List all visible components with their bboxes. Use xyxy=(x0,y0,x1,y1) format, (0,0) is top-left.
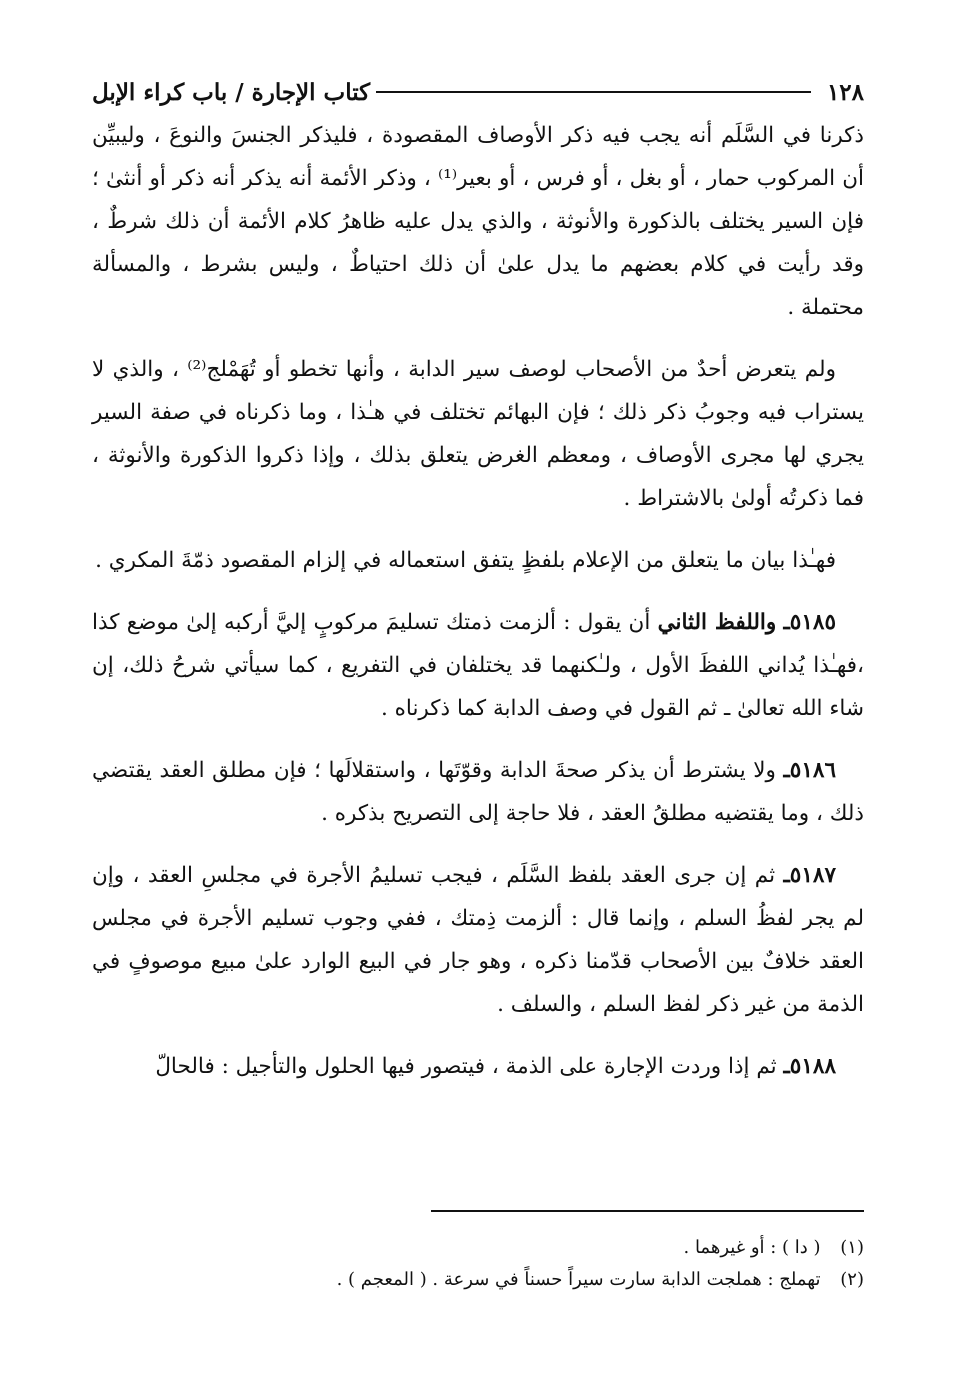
numbered-paragraph xyxy=(92,601,864,730)
numbered-paragraph xyxy=(92,1045,864,1088)
paragraph-text: ولا يشترط أن يذكر صحةَ الدابة وقوّتَها ، واستقلالَها ؛ فإن مطلق العقد يقتضي ذلك ، وما يقتضيه مطلقُ العقد ، فلا حاجة إلى التصريح بذكره . xyxy=(92,758,864,826)
header-rule xyxy=(376,91,811,93)
paragraph-number: ٥١٨٨ـ xyxy=(783,1054,836,1079)
numbered-paragraph xyxy=(92,749,864,835)
page-number: ١٢٨ xyxy=(826,78,864,106)
paragraph-text: فهـٰذا بيان ما يتعلق من الإعلام بلفظٍ يتفق استعماله في إلزام المقصود ذمّةَ المكري . xyxy=(95,548,836,573)
paragraph-text: ثم إن جرى العقد بلفظ السَّلَم ، فيجب تسليمُ الأجرة في مجلسِ العقد ، وإن لم يجر لفظُ السلم ، وإنما قال : ألزمت ذِمتك ، ففي وجوب تسليم الأجرة في مجلس العقد خلافٌ بين الأصحاب قدّمنا ذكره ، وهو جار في البيع الوارد علىٰ مبيع موصوفٍ في الذمة من غير ذكر لفظ السلم ، والسلف . xyxy=(92,863,864,1017)
paragraph-number: ٥١٨٥ـ xyxy=(783,610,836,635)
footnote xyxy=(92,1232,864,1264)
paragraph-text: ثم إذا وردت الإجارة على الذمة ، فيتصور فيها الحلول والتأجيل : فالحالّ xyxy=(155,1054,777,1079)
footnote xyxy=(92,1264,864,1296)
running-header xyxy=(92,70,864,114)
paragraph-text: ذكرنا في السَّلَم أنه يجب فيه ذكر الأوصاف المقصودة ، فليذكر الجنسَ والنوعَ ، وليبيِّن أن المركوب حمار ، أو بغل ، أو فرس ، أو بعير⁽¹⁾ ، وذكر الأئمة أنه يذكر أنه ذكر أو أنثىٰ ؛ فإن السير يختلف بالذكورة والأنوثة ، والذي يدل عليه ظاهرُ كلام الأئمة أن ذلك شرطٌ ، وقد رأيت في كلام بعضهم ما يدل علىٰ أن ذلك احتياطٌ ، وليس بشرط ، والمسألة محتملة . xyxy=(92,123,865,320)
paragraph xyxy=(92,114,864,329)
running-title: كتاب الإجارة / باب كراء الإبل xyxy=(92,78,371,106)
paragraph xyxy=(92,348,864,520)
page-body xyxy=(92,70,864,1107)
numbered-paragraph xyxy=(92,854,864,1026)
footnote-text: تهملج : هملجت الدابة سارت سيراً حسناً في سرعة . ( المعجم ) . xyxy=(336,1269,821,1290)
paragraph-number: ٥١٨٧ـ xyxy=(783,863,836,888)
paragraph-text: ولم يتعرض أحدٌ من الأصحاب لوصف سير الدابة ، وأنها تخطو أو تُهَمْلج⁽²⁾ ، والذي لا يستراب فيه وجوبُ ذكر ذلك ؛ فإن البهائم تختلف في هـٰذا ، وما ذكرناه في صفة السير يجري لها مجرى الأوصاف ، ومعظم الغرض يتعلق بذلك ، وإذا ذكروا الذكورة والأنوثة ، فما ذكرتُه أولىٰ بالاشتراط . xyxy=(92,357,864,511)
footnote-number: (١) xyxy=(840,1237,864,1258)
paragraph-number: ٥١٨٦ـ xyxy=(783,758,836,783)
footnote-rule xyxy=(431,1210,864,1212)
footnotes xyxy=(92,1232,864,1296)
paragraph-lead: واللفظ الثاني xyxy=(657,610,777,635)
footnote-text: ( دا ) : أو غيرهما . xyxy=(683,1237,821,1258)
paragraph xyxy=(92,539,864,582)
paragraph-text: أن يقول : ألزمت ذمتك تسليمَ مركوبٍ إليَّ أركبه إلىٰ موضع كذا ،فهـٰذا يُداني اللفظَ الأول ، ولـٰكنهما قد يختلفان في التفريع ، كما سيأتي شرحُ ذلك، إن شاء الله تعالىٰ ـ ثم القول في وصف الدابة كما ذكرناه . xyxy=(92,610,864,721)
footnote-number: (٢) xyxy=(840,1269,864,1290)
